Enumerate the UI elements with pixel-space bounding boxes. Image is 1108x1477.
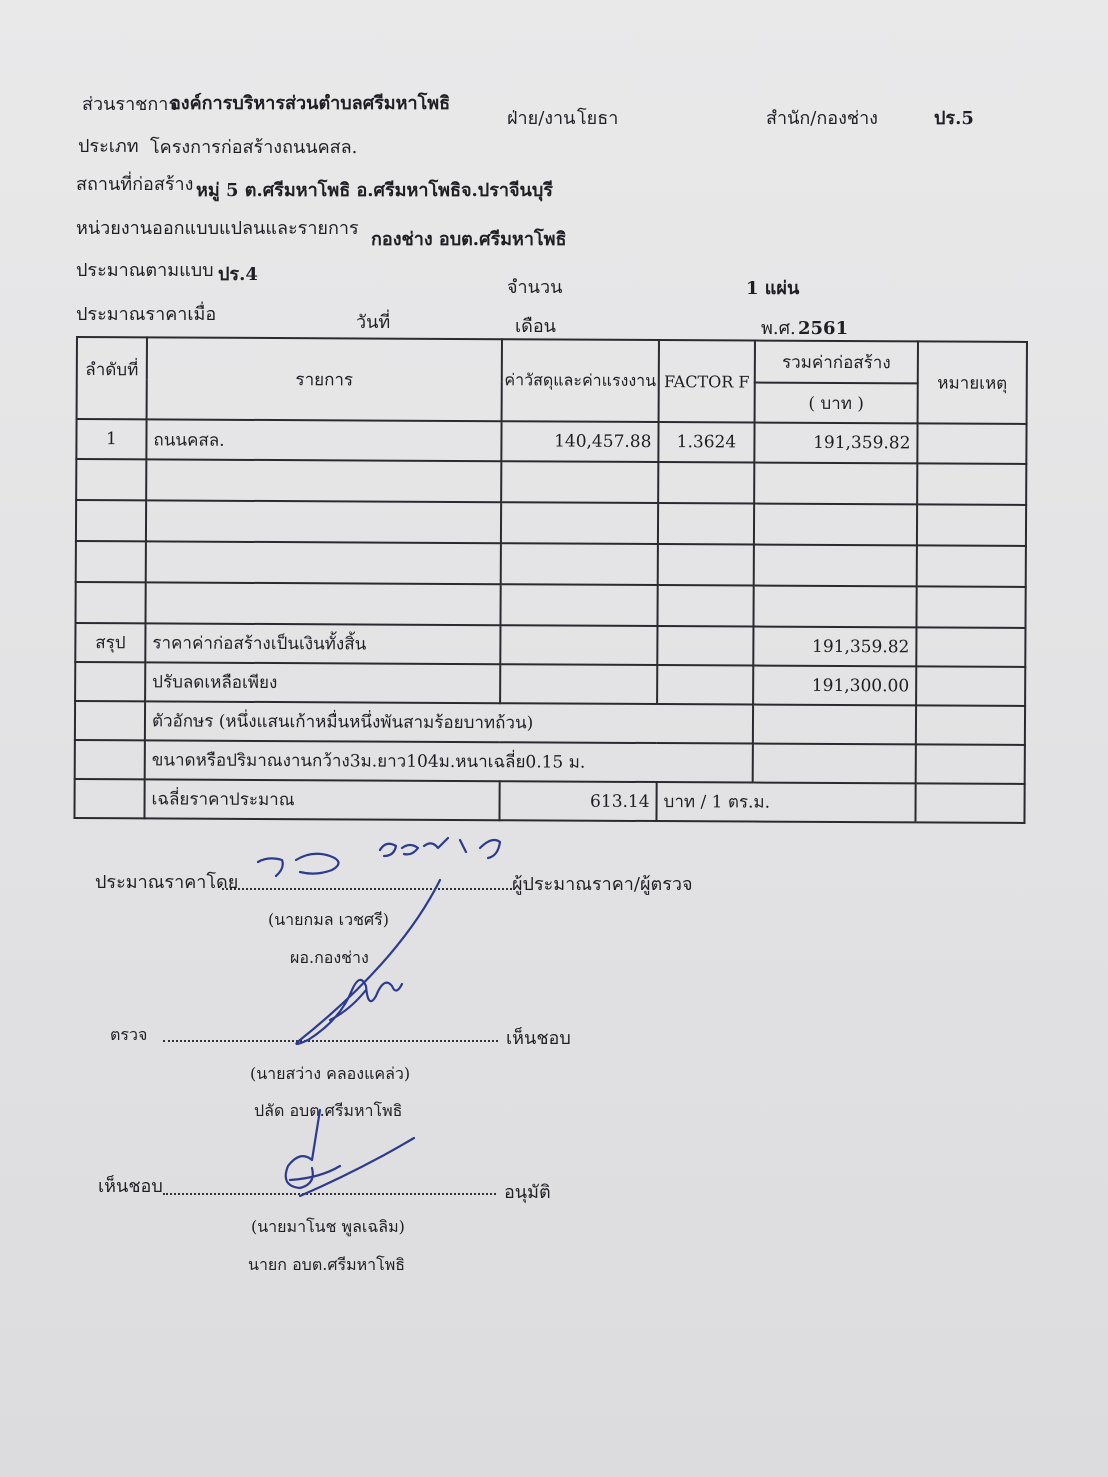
agency-value: องค์การบริหารส่วนตำบลศรีมหาโพธิ <box>170 93 451 114</box>
checker-label: ตรวจ <box>110 1025 148 1044</box>
agency-label: ส่วนราชการ <box>82 94 179 115</box>
estimator-title: ผอ.กองช่าง <box>290 948 369 967</box>
grand-total-label: ราคาค่าก่อสร้างเป็นเงินทั้งสิ้น <box>145 623 500 664</box>
col-cost-header: ค่าวัสดุและค่าแรงงาน <box>502 339 659 422</box>
row-item: ถนนคสล. <box>146 419 501 461</box>
estimate-form-label: ประมาณตามแบบ <box>76 260 214 281</box>
division-label: ฝ่าย/งาน <box>507 108 576 129</box>
col-item-header: รายการ <box>147 337 502 421</box>
checker-suffix: เห็นชอบ <box>506 1028 571 1049</box>
approver-suffix: อนุมัติ <box>504 1182 551 1203</box>
type-value: โครงการก่อสร้างถนนคสล. <box>150 137 358 158</box>
average-label: เฉลี่ยราคาประมาณ <box>144 779 499 820</box>
row-cost: 140,457.88 <box>501 421 658 462</box>
approver-title: นายก อบต.ศรีมหาโพธิ <box>248 1255 406 1274</box>
approver-signature <box>286 1110 414 1196</box>
col-factor-header: FACTOR F <box>659 340 755 423</box>
work-dimensions: ขนาดหรือปริมาณงานกว้าง3ม.ยาว104ม.หนาเฉลี่ย0.15 ม. <box>145 740 753 782</box>
month-label: เดือน <box>515 316 556 337</box>
col-total-unit-header: ( บาท ) <box>755 383 918 424</box>
approver-label: เห็นชอบ <box>98 1176 163 1197</box>
site-value: หมู่ 5 ต.ศรีมหาโพธิ อ.ศรีมหาโพธิจ.ปราจีนบุรี <box>196 180 553 201</box>
col-seq-header: ลำดับที่ <box>77 337 147 419</box>
row-seq: 1 <box>76 419 146 459</box>
rounded-label: ปรับลดเหลือเพียง <box>145 662 500 703</box>
col-total-header: รวมค่าก่อสร้าง <box>755 341 918 384</box>
estimator-role: ผู้ประมาณราคา/ผู้ตรวจ <box>512 874 693 895</box>
approver-name: (นายมาโนช พูลเฉลิม) <box>251 1217 405 1236</box>
rounded-value: 191,300.00 <box>753 666 916 706</box>
day-label: วันที่ <box>356 312 391 333</box>
year-value: 2561 <box>798 318 849 339</box>
office-label: สำนัก/กองช่าง <box>766 108 878 129</box>
estimator-label: ประมาณราคาโดย <box>95 872 239 893</box>
estimate-date-label: ประมาณราคาเมื่อ <box>76 304 217 325</box>
row-total: 191,359.82 <box>754 423 917 464</box>
type-label: ประเภท <box>78 136 139 157</box>
checker-signature <box>296 880 440 1044</box>
amount-in-words: ตัวอักษร (หนึ่งแสนเก้าหมื่นหนึ่งพันสามร้อยบาทถ้วน) <box>145 701 753 743</box>
estimator-name: (นายกมล เวชศรี) <box>268 910 389 929</box>
design-unit-value: กองช่าง อบต.ศรีมหาโพธิ <box>371 229 567 250</box>
estimator-signature <box>258 838 500 876</box>
checker-title: ปลัด อบต.ศรีมหาโพธิ <box>254 1101 403 1120</box>
site-label: สถานที่ก่อสร้าง <box>76 174 194 195</box>
grand-total-value: 191,359.82 <box>753 627 916 667</box>
year-label: พ.ศ. <box>761 318 796 339</box>
checker-name: (นายสว่าง คลองแคล่ว) <box>250 1064 411 1083</box>
summary-label: สรุป <box>75 623 145 662</box>
average-unit: บาท / 1 ตร.ม. <box>656 782 915 822</box>
form-code: ปร.5 <box>934 108 974 129</box>
count-label: จำนวน <box>507 277 563 298</box>
col-remark-header: หมายเหตุ <box>918 341 1027 424</box>
row-factor: 1.3624 <box>658 422 754 463</box>
division-value: โยธา <box>577 108 619 129</box>
average-value: 613.14 <box>499 781 656 821</box>
design-unit-label: หน่วยงานออกแบบแปลนและรายการ <box>76 218 359 239</box>
count-value: 1 แผ่น <box>746 278 800 299</box>
estimate-form-value: ปร.4 <box>218 264 258 285</box>
